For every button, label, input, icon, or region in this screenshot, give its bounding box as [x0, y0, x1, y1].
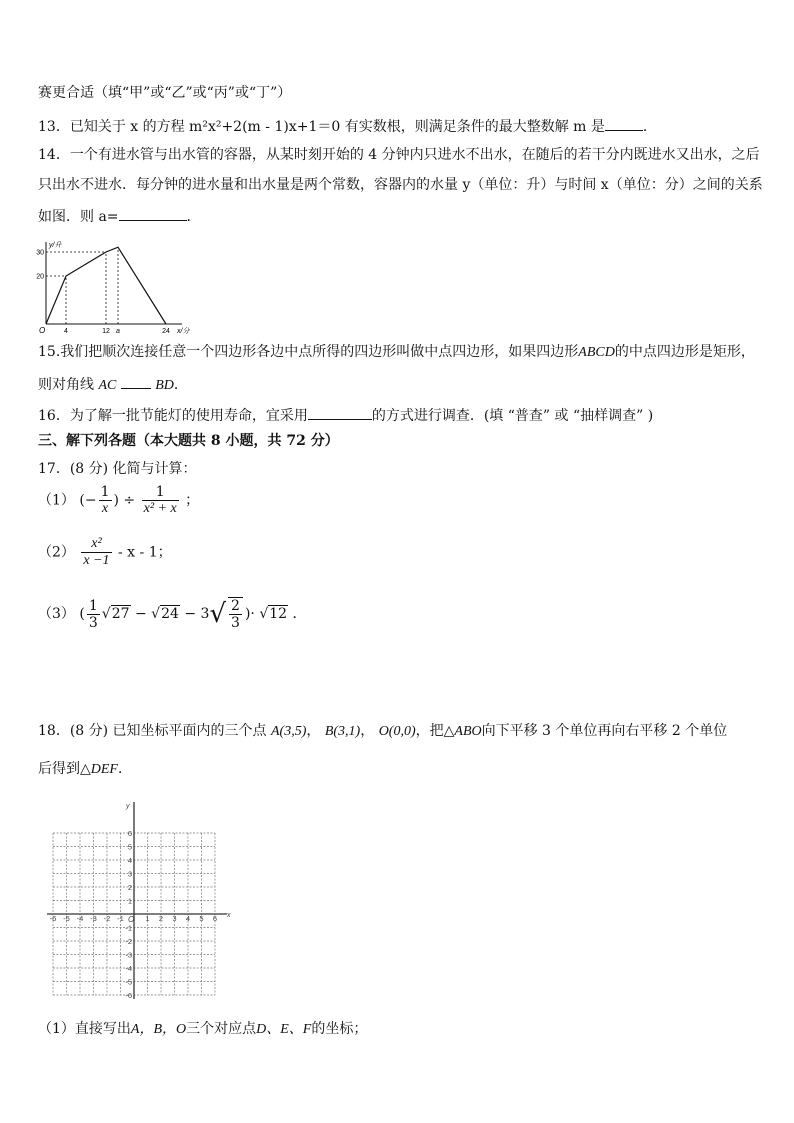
q17-part1-end: ； [185, 492, 200, 509]
previous-question-tail: 赛更合适（填“甲”或“乙”或“丙”或“丁”） [38, 85, 292, 101]
x-tick-label: -6 [49, 914, 57, 923]
question-18-part1-text-3: 的坐标； [311, 1021, 368, 1037]
question-15-text: 15.我们把顺次连接任意一个四边形各边中点所得的四边形叫做中点四边形，如果四边形 [38, 344, 579, 360]
triangle-def: △DEF [80, 762, 118, 777]
numerator: 2 [231, 598, 240, 614]
question-15-line2 [38, 374, 188, 395]
question-18-line1 [38, 722, 727, 741]
y-tick-label: -1 [125, 923, 132, 933]
question-14-end: ． [186, 209, 201, 225]
question-14-line3 [38, 206, 201, 226]
x-tick-label: 2 [158, 914, 164, 923]
fraction [81, 536, 111, 569]
diagonal-ac: AC [98, 378, 117, 393]
minus-sign: − [130, 606, 152, 622]
q17-part2 [38, 536, 172, 569]
separator: ， [306, 723, 321, 739]
question-15-end: ． [173, 377, 188, 393]
coordinate-grid [44, 800, 250, 1000]
y-tick-label: 6 [127, 829, 132, 838]
question-14-line2: 只出水不进水．每分钟的进水量和出水量是两个常数，容器内的水量 y（单位：升）与时间 x（单位：分）之间的关系 [38, 177, 763, 193]
question-18-part1 [38, 1020, 367, 1039]
paren-close: )· [244, 606, 260, 622]
x-tick-label: 5 [199, 914, 204, 923]
denominator: 3 [231, 615, 240, 631]
quadrilateral-label: ABCD [578, 345, 615, 360]
q17-part1-close: ) [113, 492, 119, 509]
x-tick-label: -2 [103, 914, 111, 923]
q17-part3-end: ． [288, 606, 307, 622]
paren-open: ( [79, 606, 85, 622]
x-tick-label: 24 [162, 328, 170, 335]
image-points: D、E、F [256, 1022, 312, 1037]
question-14-line1: 14．一个有进水管与出水管的容器，从某时刻开始的 4 分钟内只进水不出水，在随后的若干分内既进水又出水，之后 [38, 147, 760, 163]
x-tick-label: 3 [172, 914, 177, 923]
numerator: 1 [88, 597, 98, 614]
y-axis-label: y [126, 803, 130, 810]
x-tick-label: -3 [90, 914, 97, 923]
question-15-line1 [38, 343, 755, 362]
x-axis-label: x [227, 912, 231, 919]
q17-part3: （3） ( $\frac{1}{3}$ √27 − √24 − 3√ $\frac{2}{3}$ )· √12 ． [38, 597, 307, 631]
point-o: O(0,0) [378, 724, 416, 739]
q17-part3-label: （3） [38, 606, 75, 622]
divide-sign: ÷ [123, 492, 136, 509]
question-17: 17．(8 分) 化简与计算： [38, 461, 197, 477]
question-14-prompt: 如图．则 a= [38, 209, 119, 225]
question-18-part1-text-2: 三个对应点 [186, 1021, 257, 1037]
minus-sign: − 3 [179, 606, 210, 622]
answer-blank[interactable] [119, 206, 187, 221]
y-tick-label: -6 [125, 991, 132, 1000]
question-18-part1-text: （1）直接写出 [38, 1021, 131, 1037]
question-18-text-3: 向下平移 3 个单位再向右平移 2 个单位 [481, 723, 728, 739]
fraction [142, 484, 179, 517]
y-tick-label: -5 [125, 977, 132, 987]
denominator: 3 [88, 614, 98, 631]
origin-label: O [128, 915, 135, 924]
question-16 [38, 405, 653, 425]
answer-blank[interactable] [605, 116, 643, 131]
question-18-line2 [38, 760, 132, 779]
x-tick-label: -5 [63, 914, 70, 923]
answer-blank[interactable] [121, 374, 151, 389]
x-tick-label: a [116, 328, 120, 335]
question-16-text: 16．为了解一批节能灯的使用寿命，宜采用 [38, 408, 308, 424]
radicand: 27 [111, 606, 130, 622]
y-axis-label: y/升 [49, 242, 62, 249]
radicand: 12 [269, 606, 288, 622]
triangle-abo: △ABO [443, 724, 482, 739]
question-15-text-2: 的中点四边形是矩形， [614, 344, 755, 360]
q17-part1 [38, 484, 199, 517]
question-13 [38, 116, 657, 136]
numerator: x² [81, 536, 111, 553]
fraction [228, 597, 243, 631]
diagonal-bd: BD [155, 378, 174, 393]
numerator: 1 [100, 484, 110, 500]
x-tick-label: -1 [117, 914, 124, 923]
y-tick-label: 4 [127, 856, 132, 865]
y-tick-label: 20 [36, 273, 44, 281]
original-points: A，B，O [130, 1022, 187, 1037]
radicand: 24 [161, 606, 179, 622]
origin-label: O [39, 326, 46, 335]
q17-part1-label: （1） [38, 492, 75, 509]
y-tick-label: -3 [125, 950, 132, 960]
question-18-text: 18．(8 分) 已知坐标平面内的三个点 [38, 723, 267, 739]
y-tick-label: 3 [127, 869, 132, 879]
question-13-end: ． [642, 119, 657, 135]
answer-blank[interactable] [308, 405, 372, 420]
denominator: x −1 [83, 553, 110, 568]
x-tick-label: 4 [185, 914, 191, 923]
y-tick-label: 1 [127, 896, 132, 906]
question-16-text-2: 的方式进行调查．(填 “普查” 或 “抽样调查” ) [371, 408, 654, 424]
x-tick-label: 12 [102, 328, 110, 335]
x-tick-label: -4 [76, 914, 84, 923]
question-18-text-2: ，把 [415, 723, 444, 739]
x-tick-label: 1 [145, 914, 150, 923]
separator: ， [360, 723, 375, 739]
x-axis-label: x/分 [177, 328, 190, 335]
q17-part2-label: （2） [38, 544, 75, 561]
fraction [99, 484, 112, 517]
x-tick-label: 4 [64, 328, 68, 335]
y-tick-label: -2 [125, 937, 132, 946]
section-heading: 三、解下列各题（本大题共 8 小题，共 72 分） [38, 433, 339, 449]
y-tick-label: 2 [127, 883, 132, 892]
q17-part2-rest: - x - 1； [113, 544, 172, 561]
y-tick-label: 5 [127, 842, 132, 852]
denominator: x² + x [143, 501, 177, 516]
q17-part1-open: (− [79, 492, 97, 509]
question-13-text: 13．已知关于 x 的方程 m²x²+2(m - 1)x+1＝0 有实数根，则满足条件的最大整数解 m 是 [38, 119, 605, 135]
y-tick-label: -4 [125, 964, 132, 973]
question-15-text-3: 则对角线 [38, 377, 94, 393]
denominator: x [101, 501, 109, 516]
question-18-end: ． [117, 761, 132, 777]
question-18-text-4: 后得到 [38, 761, 80, 777]
point-b: B(3,1) [324, 724, 361, 739]
fraction [87, 598, 100, 631]
numerator: 1 [142, 484, 179, 501]
water-volume-graph [30, 238, 190, 335]
x-tick-label: 6 [212, 914, 218, 923]
point-a: A(3,5) [271, 724, 307, 739]
y-tick-label: 30 [36, 249, 44, 257]
